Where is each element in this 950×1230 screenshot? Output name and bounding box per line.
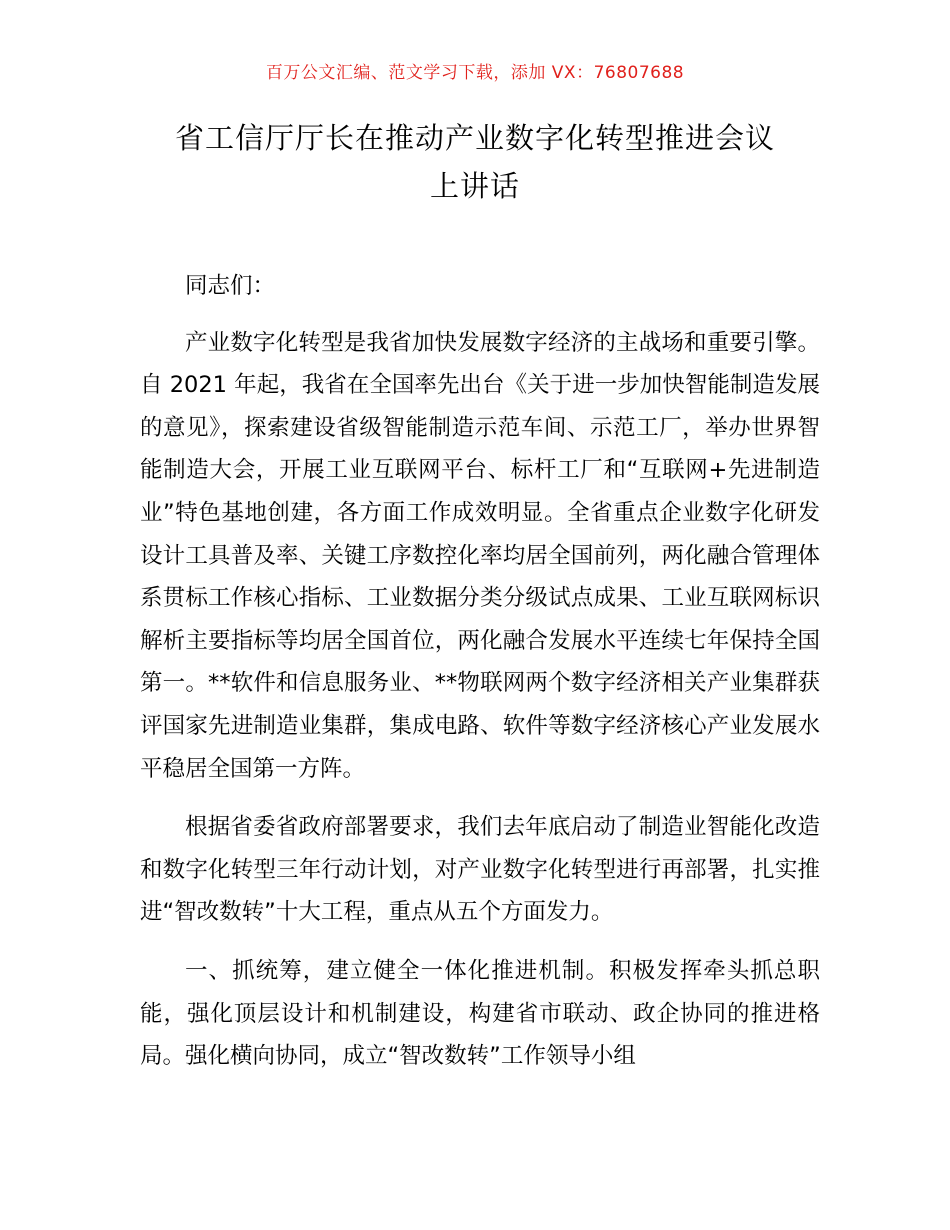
document-body xyxy=(140,265,820,1094)
watermark-header: 百万公文汇编、范文学习下载，添加 VX：76807688 xyxy=(265,63,685,83)
document-title xyxy=(120,114,830,210)
paragraph-intro: 产业数字化转型是我省加快发展数字经济的主战场和重要引擎。自 2021 年起，我省在全国率先出台《关于进一步加快智能制造发展的意见》，探索建设省级智能制造示范车间、示范工厂，举办世界智能制造大会，开展工业互联网平台、标杆工厂和“互联网+先进制造业”特色基地创建，各方面工作成效明显。全省重点企业数字化研发设计工具普及率、关键工序数控化率均居全国前列，两化融合管理体系贯标工作核心指标、工业数据分类分级试点成果、工业互联网标识解析主要指标等均居全国首位，两化融合发展水平连续七年保持全国第一。**软件和信息服务业、**物联网两个数字经济相关产业集群获评国家先进制造业集群，集成电路、软件等数字经济核心产业发展水平稳居全国第一方阵。 xyxy=(140,329,820,782)
paragraph-section-one: 一、抓统筹，建立健全一体化推进机制。积极发挥牵头抓总职能，强化顶层设计和机制建设，构建省市联动、政企协同的推进格局。强化横向协同，成立“智改数转”工作领导小组 xyxy=(140,957,820,1070)
paragraph-plan: 根据省委省政府部署要求，我们去年底启动了制造业智能化改造和数字化转型三年行动计划，对产业数字化转型进行再部署，扎实推进“智改数转”十大工程，重点从五个方面发力。 xyxy=(140,814,820,926)
title-line-2: 上讲话 xyxy=(429,169,520,203)
greeting: 同志们： xyxy=(185,273,276,299)
title-line-1: 省工信厅厅长在推动产业数字化转型推进会议 xyxy=(174,121,775,155)
